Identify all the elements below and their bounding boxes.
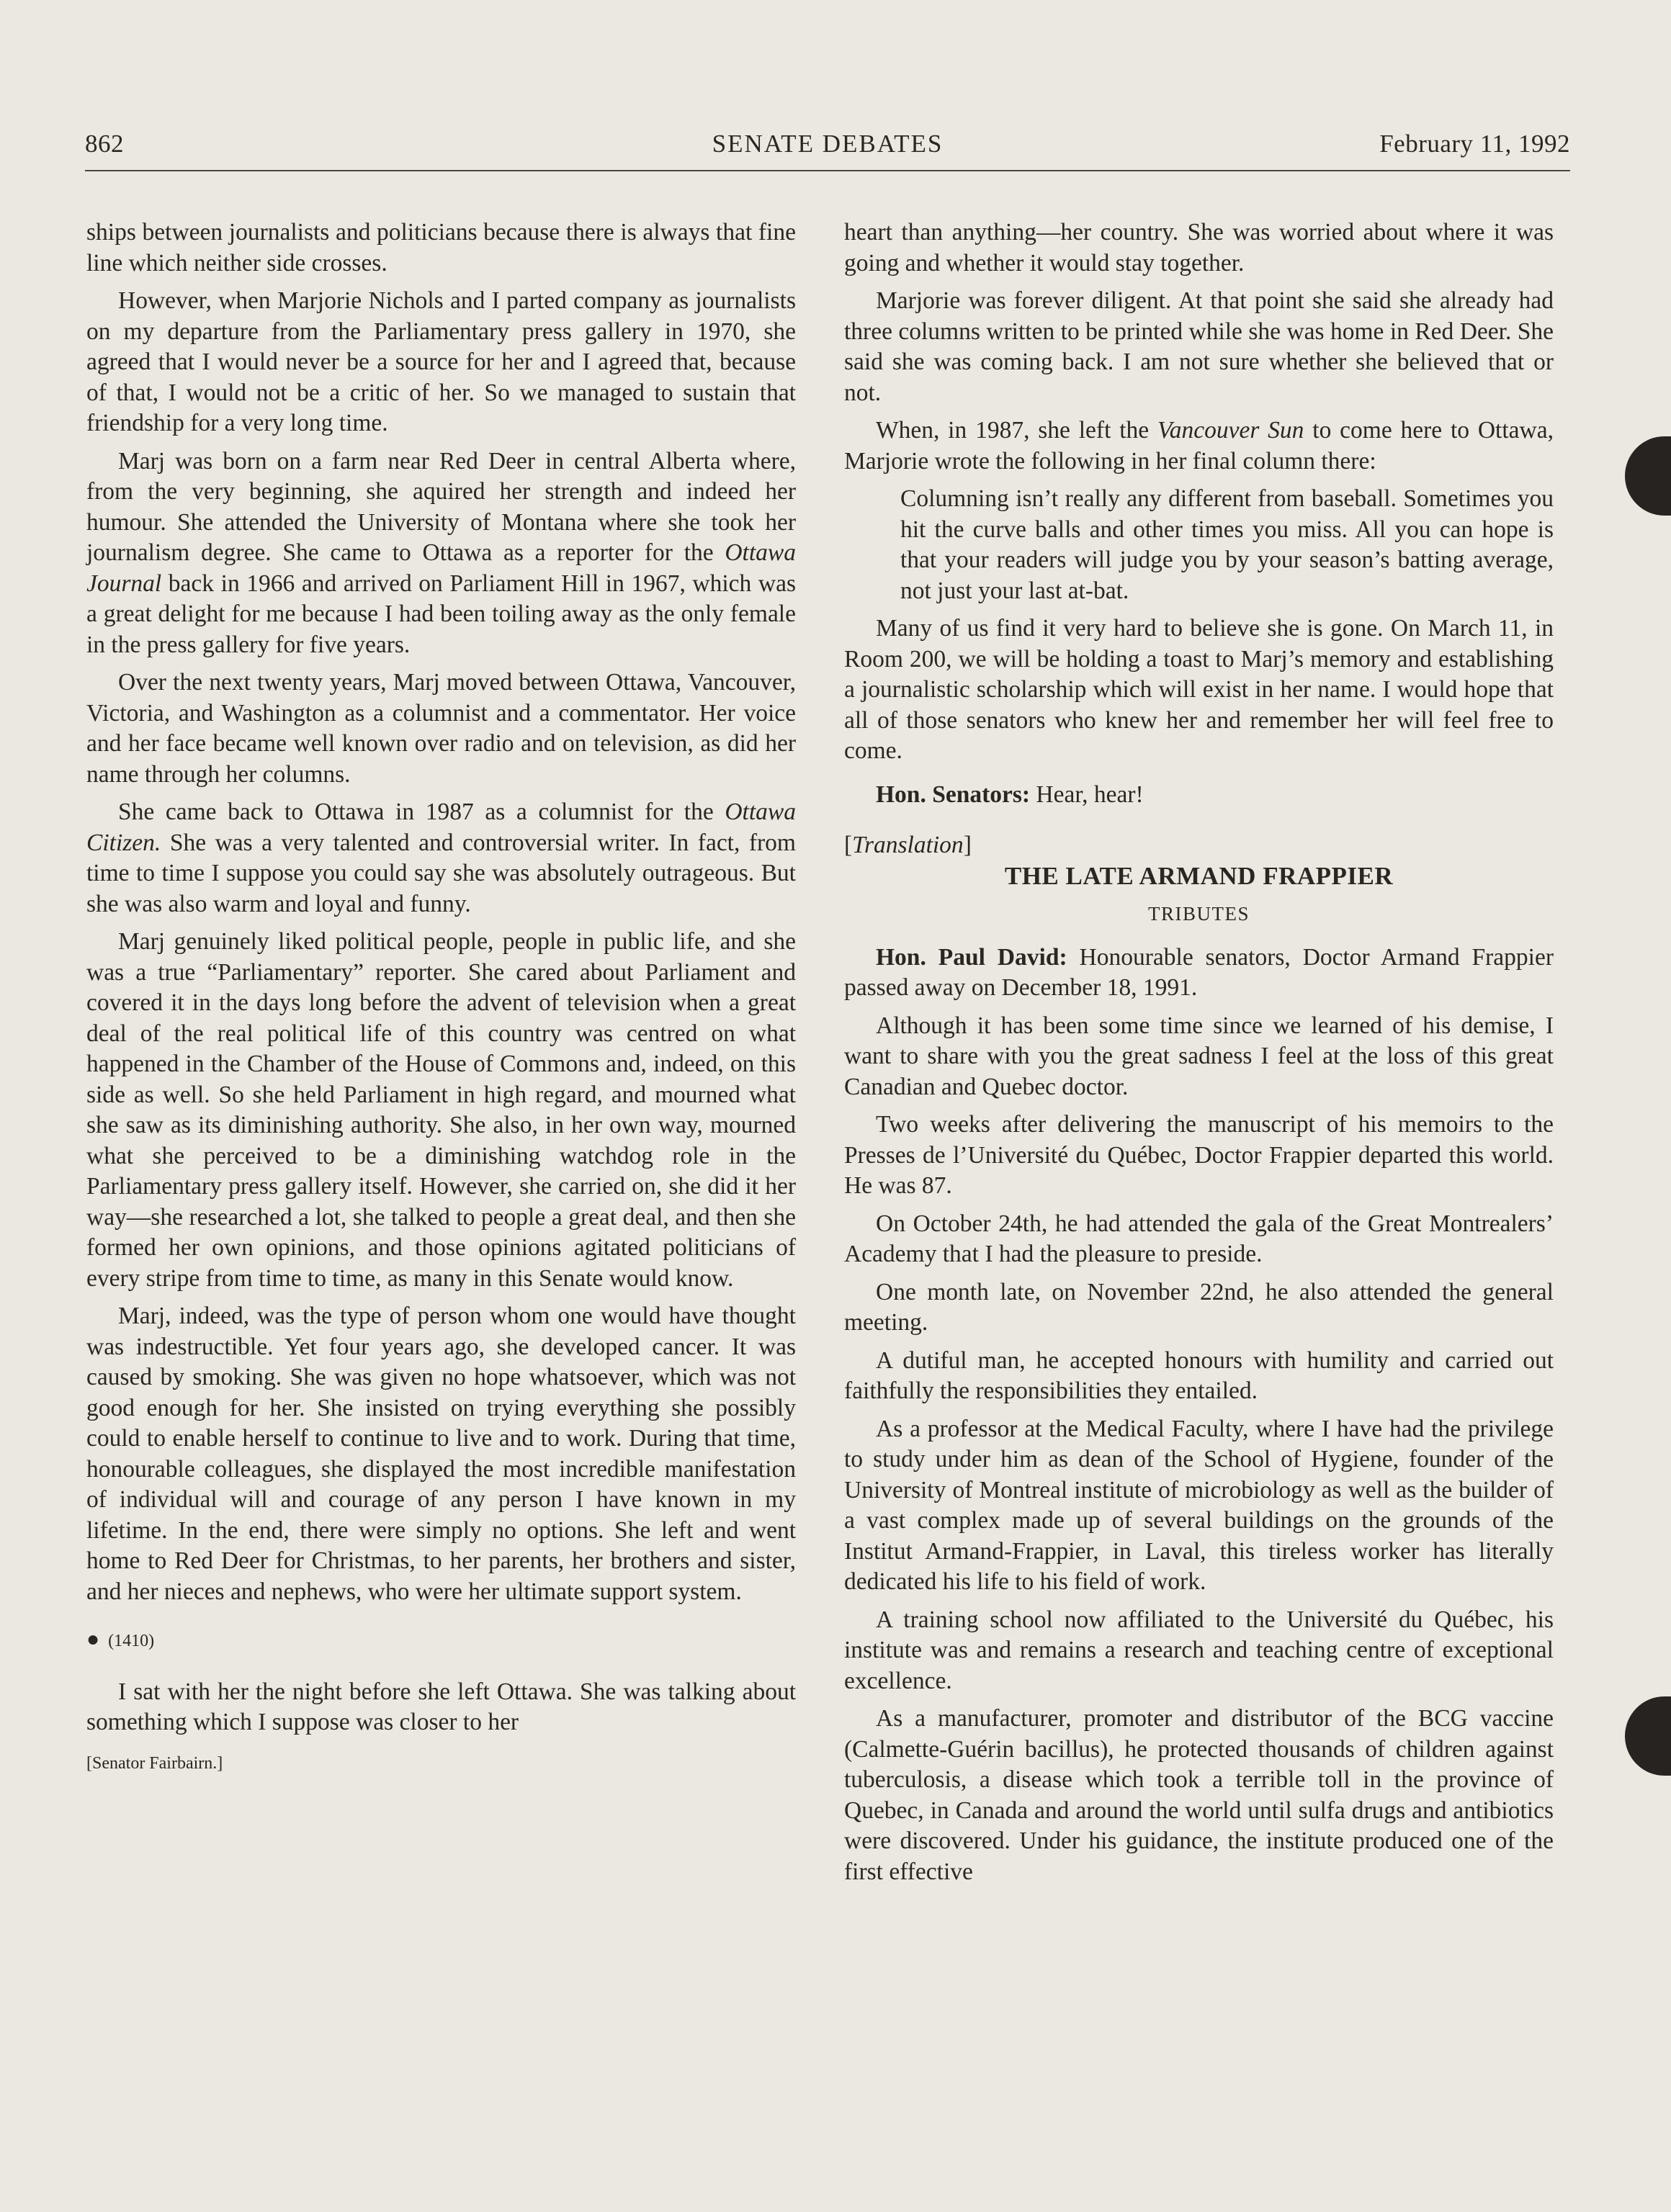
binder-hole [1625, 1696, 1671, 1776]
paragraph: On October 24th, he had attended the gala of the Great Montrealers’ Academy that I had the pleasure to preside. [844, 1210, 1554, 1267]
paragraph: I sat with her the night before she left Ottawa. She was talking about something which I suppose was closer to her [86, 1678, 796, 1735]
paragraph: Two weeks after delivering the manuscript of his memoirs to the Presses de l’Université du Québec, Doctor Frappier departed this world. He was 87. [844, 1111, 1554, 1199]
translation-note: [Translation] [844, 832, 972, 858]
paragraph: However, when Marjorie Nichols and I parted company as journalists on my departure from the Parliamentary press gallery in 1970, she agreed that I would never be a source for her and I agreed that, because of that, I would not be a critic of her. So we managed to sustain that friendship for a very long time. [86, 287, 796, 436]
paragraph: When, in 1987, she left the Vancouver Sun to come here to Ottawa, Marjorie wrote the following in her final column there: [844, 417, 1554, 475]
paragraph: heart than anything—her country. She was worried about where it was going and whether it would stay together. [844, 219, 1554, 276]
paragraph: Although it has been some time since we learned of his demise, I want to share with you the great sadness I feel at the loss of this great Canadian and Quebec doctor. [844, 1012, 1554, 1100]
speaker-attribution: [Senator Fairbairn.] [86, 1753, 223, 1773]
binder-hole [1625, 436, 1671, 516]
paragraph: Over the next twenty years, Marj moved between Ottawa, Vancouver, Victoria, and Washington as a columnist and a commentator. Her voice and her face became well known over radio and on television, as did her name through her columns. [86, 669, 796, 788]
paragraph: A training school now affiliated to the Université du Québec, his institute was and remains a research and teaching centre of exceptional excellence. [844, 1606, 1554, 1694]
time-marker: ● (1410) [86, 1627, 155, 1651]
left-column [86, 217, 796, 1786]
paragraph: As a professor at the Medical Faculty, where I have had the privilege to study under him as dean of the School of Hygiene, founder of the University of Montreal institute of microbiology as well as the builder of a vast complex made up of several buildings on the grounds of the Institut Armand-Frappier, in Laval, this tireless worker has literally dedicated his life to his field of work. [844, 1415, 1554, 1595]
paragraph: As a manufacturer, promoter and distributor of the BCG vaccine (Calmette-Guérin bacillus), he protected thousands of children against tuberculosis, a disease which took a terrible toll in the province of Quebec, in Canada and around the world until sulfa drugs and antibiotics were discovered. Under his guidance, the institute produced one of the first effective [844, 1705, 1554, 1885]
publication-name: Ottawa Journal [86, 539, 796, 597]
page-header [85, 127, 1570, 171]
block-quote: Columning isn’t really any different from baseball. Sometimes you hit the curve balls and other times you miss. All you can hope is that your readers will judge you by your season’s batting average, not just your last at-bat. [900, 485, 1554, 604]
paragraph: Hon. Paul David: Honourable senators, Doctor Armand Frappier passed away on December 18, 1991. [844, 943, 1554, 1001]
speaker-name: Hon. Senators: [876, 781, 1031, 808]
publication-name: Ottawa Citizen. [86, 799, 796, 856]
section-subtitle: TRIBUTES [1147, 903, 1250, 925]
section-title: THE LATE ARMAND FRAPPIER [1004, 861, 1394, 890]
paragraph: Many of us find it very hard to believe she is gone. On March 11, in Room 200, we will be holding a toast to Marj’s memory and establishing a journalistic scholarship which will exist in her name. I would hope that all of those senators who knew her and remember her will feel free to come. [844, 615, 1554, 764]
bullet-icon: ● [86, 1627, 100, 1651]
speaker-name: Hon. Paul David: [876, 943, 1067, 971]
right-column [844, 217, 1554, 1894]
paragraph: One month late, on November 22nd, he also attended the general meeting. [844, 1278, 1554, 1336]
page-number: 862 [85, 130, 124, 158]
paragraph: Marj genuinely liked political people, people in public life, and she was a true “Parliamentary” reporter. She cared about Parliament and covered it in the days long before the advent of television when a great deal of the real political life of this country was centred on what happened in the Chamber of the House of Commons and, indeed, on this side as well. So she held Parliament in high regard, and mourned what she saw as its diminishing authority. She also, in her own way, mourned what she perceived to be a diminishing watchdog role in the Parliamentary press gallery itself. However, she carried on, she did it her way—she researched a lot, she talked to people a great deal, and then she formed her own opinions, and those opinions agitated politicians of every stripe from time to time, as many in this Senate would know. [86, 928, 796, 1292]
paragraph: Hon. Senators: Hear, hear! [876, 781, 1144, 808]
paragraph: A dutiful man, he accepted honours with humility and carried out faithfully the responsibilities they entailed. [844, 1346, 1554, 1404]
paragraph: She came back to Ottawa in 1987 as a columnist for the Ottawa Citizen. She was a very talented and controversial writer. In fact, from time to time I suppose you could say she was absolutely outrageous. But she was also warm and loyal and funny. [86, 799, 796, 917]
paragraph: Marjorie was forever diligent. At that point she said she already had three columns written to be printed while she was home in Red Deer. She said she was coming back. I am not sure whether she believed that or not. [844, 287, 1554, 406]
publication-date: February 11, 1992 [1379, 130, 1570, 158]
paragraph: ships between journalists and politicians because there is always that fine line which neither side crosses. [86, 219, 796, 276]
publication-name: Vancouver Sun [1157, 417, 1304, 444]
paragraph: Marj was born on a farm near Red Deer in central Alberta where, from the very beginning, she aquired her strength and indeed her humour. She attended the University of Montana where she took her journalism degree. She came to Ottawa as a reporter for the Ottawa Journal back in 1966 and arrived on Parliament Hill in 1967, which was a great delight for me because I had been toiling away as the only female in the press gallery for five years. [86, 447, 796, 658]
publication-title: SENATE DEBATES [712, 130, 944, 158]
paragraph: Marj, indeed, was the type of person whom one would have thought was indestructible. Yet four years ago, she developed cancer. It was caused by smoking. She was given no hope whatsoever, which was not good enough for her. She insisted on trying everything she possibly could to enable herself to continue to live and to work. During that time, honourable colleagues, she displayed the most incredible manifestation of individual will and courage of any person I have known in my lifetime. In the end, there were simply no options. She left and went home to Red Deer for Christmas, to her parents, her brothers and sister, and her nieces and nephews, who were her ultimate support system. [86, 1303, 796, 1605]
